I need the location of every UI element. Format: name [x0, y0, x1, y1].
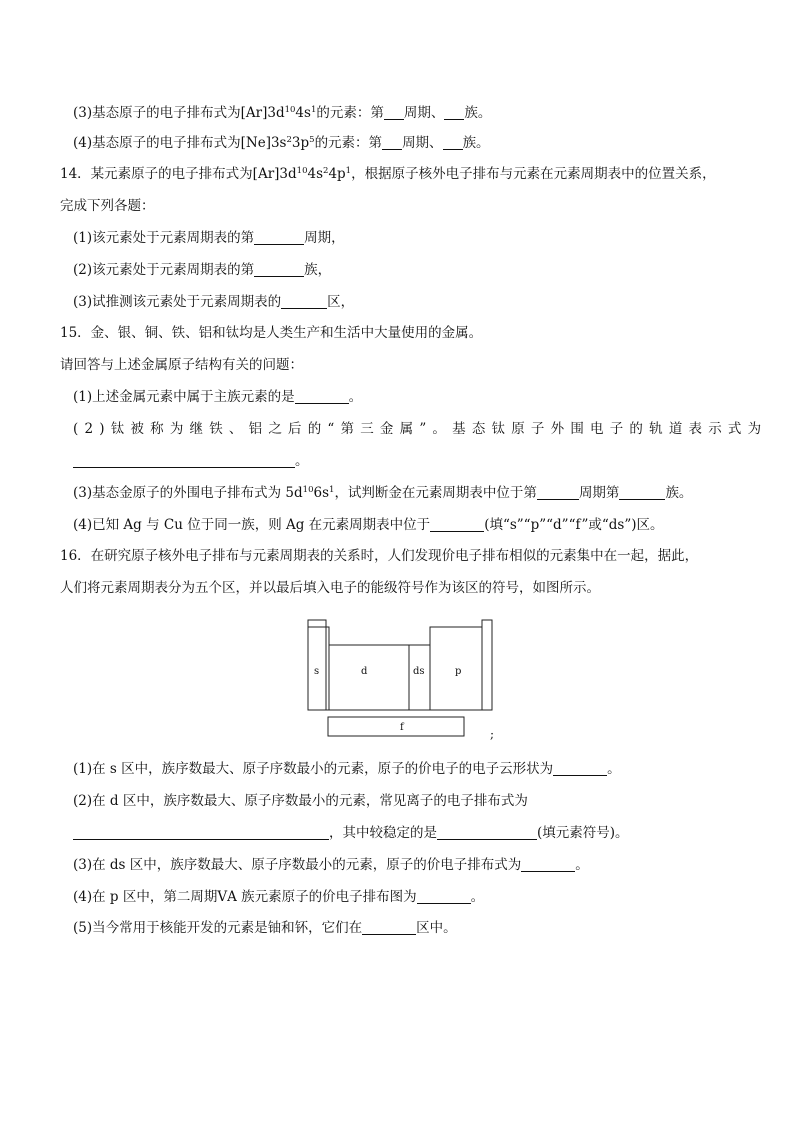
answer-blank[interactable] — [254, 230, 304, 245]
question-15-part-3: (3)基态金原子的外围电子排布式为 $5d^{10}6s^1$，试判断金在元素周期表中位于第 周期第 族。 — [73, 485, 693, 501]
answer-blank[interactable] — [295, 389, 349, 404]
answer-blank[interactable] — [73, 825, 329, 840]
f-block — [328, 717, 464, 736]
question-15-stem-cont: 请回答与上述金属原子结构有关的问题： — [60, 357, 303, 373]
question-15-part-1: (1)上述金属元素中属于主族元素的是 。 — [73, 389, 363, 405]
question-14-part-3: (3)试推测该元素处于元素周期表的 区， — [73, 294, 355, 310]
question-14-stem-cont: 完成下列各题： — [60, 198, 155, 214]
question-15-stem: 15．金、银、铜、铁、铝和钛均是人类生产和生活中大量使用的金属。 — [60, 325, 483, 341]
question-14-part-2: (2)该元素处于元素周期表的第 族， — [73, 262, 332, 278]
answer-blank[interactable] — [281, 294, 327, 309]
answer-blank[interactable] — [437, 825, 537, 840]
question-13-part-4: (4)基态原子的电子排布式为$[Ne]3s^23p^5$的元素：第 周期、 族。 — [73, 135, 490, 151]
answer-blank[interactable] — [430, 517, 484, 532]
question-15-part-2-answer: 。 — [73, 451, 309, 471]
question-16-stem: 16．在研究原子核外电子排布与元素周期表的关系时，人们发现价电子排布相似的元素集中在一起，据此， — [60, 548, 699, 564]
d-block — [329, 645, 409, 710]
s-block-period-1 — [308, 620, 326, 710]
periodic-table-blocks-diagram — [300, 612, 500, 744]
f-block-label: f — [400, 722, 404, 733]
question-16-part-1: (1)在 s 区中，族序数最大、原子序数最小的元素，原子的价电子的电子云形状为 。 — [73, 761, 621, 777]
answer-blank[interactable] — [537, 485, 579, 500]
d-block-label: d — [361, 666, 368, 677]
question-16-part-2-answer: ，其中较稳定的是 (填元素符号)。 — [73, 823, 629, 843]
answer-blank[interactable] — [384, 105, 404, 120]
question-16-part-3: (3)在 ds 区中，族序数最大、原子序数最小的元素，原子的价电子排布式为 。 — [73, 857, 589, 873]
question-14-part-1: (1)该元素处于元素周期表的第 周期， — [73, 230, 345, 246]
answer-blank[interactable] — [619, 485, 665, 500]
answer-blank[interactable] — [382, 135, 402, 150]
answer-blank[interactable] — [417, 889, 471, 904]
question-15-part-4: (4)已知 Ag 与 Cu 位于同一族，则 Ag 在元素周期表中位于 (填“s”“p”“d”“f”或“ds”)区。 — [73, 517, 664, 533]
ds-block — [409, 645, 430, 710]
p-block-label: p — [455, 666, 462, 677]
answer-blank[interactable] — [553, 761, 607, 776]
answer-blank[interactable] — [73, 453, 295, 468]
answer-blank[interactable] — [521, 857, 575, 872]
answer-blank[interactable] — [254, 262, 304, 277]
question-15-part-2: (2)钛被称为继铁、铝之后的“第三金属”。基态钛原子外围电子的轨道表示式为 — [73, 421, 768, 437]
answer-blank[interactable] — [444, 105, 464, 120]
question-16-stem-cont: 人们将元素周期表分为五个区，并以最后填入电子的能级符号作为该区的符号，如图所示。 — [60, 580, 600, 596]
s-block-label: s — [314, 666, 320, 677]
question-13-part-3: (3)基态原子的电子排布式为$[Ar]3d^{10}4s^1$的元素：第 周期、 族。 — [73, 105, 492, 121]
question-16-part-4: (4)在 p 区中，第二周期ⅤA 族元素原子的价电子排布图为 。 — [73, 889, 485, 905]
question-14-stem: 14．某元素原子的电子排布式为$[Ar]3d^{10}4s^24p^1$，根据原子核外电子排布与元素在元素周期表中的位置关系， — [60, 166, 716, 182]
answer-blank[interactable] — [443, 135, 463, 150]
answer-blank[interactable] — [362, 920, 416, 935]
diagram-trailing-mark: ; — [490, 727, 495, 741]
p-block-noble-gas-column — [482, 620, 492, 710]
question-16-part-2: (2)在 d 区中，族序数最大、原子序数最小的元素，常见离子的电子排布式为 — [73, 793, 528, 809]
ds-block-label: ds — [413, 666, 425, 677]
question-16-part-5: (5)当今常用于核能开发的元素是铀和钚，它们在 区中。 — [73, 920, 457, 936]
